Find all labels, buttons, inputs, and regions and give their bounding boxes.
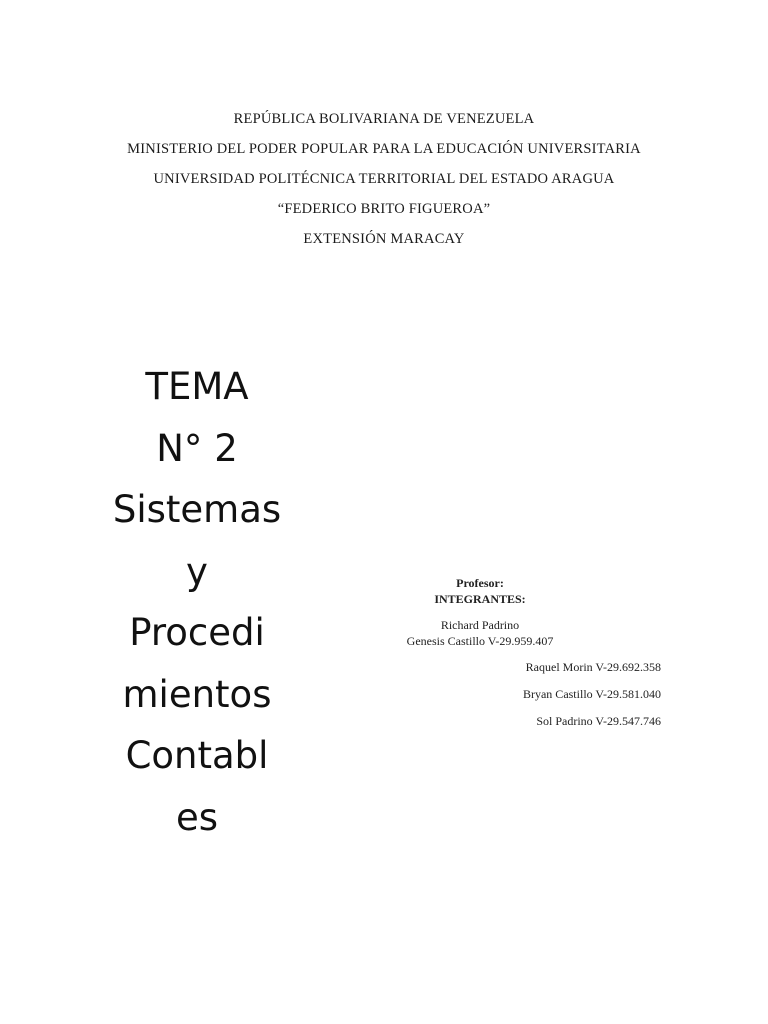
title-line: N° 2 (156, 426, 238, 470)
title-line: Sistemas (112, 488, 282, 531)
title-line: mientos (122, 672, 272, 716)
header-ministry: MINISTERIO DEL PODER POPULAR PARA LA EDUCACIÓN UNIVERSITARIA (127, 141, 641, 157)
members-label: INTEGRANTES: (434, 592, 526, 606)
member-name: Sol Padrino V-29.547.746 (536, 714, 661, 728)
professor-label: Profesor: (456, 576, 504, 590)
title-line: TEMA (145, 365, 249, 408)
header-country: REPÚBLICA BOLIVARIANA DE VENEZUELA (233, 111, 535, 127)
member-name: Genesis Castillo V-29.959.407 (406, 634, 554, 648)
title-line: es (175, 795, 219, 839)
member-name: Raquel Morin V-29.692.358 (525, 660, 661, 674)
member-name: Bryan Castillo V-29.581.040 (522, 687, 661, 701)
title-line: Contabl (125, 734, 269, 777)
header-campus: EXTENSIÓN MARACAY (303, 231, 465, 247)
institution-header (0, 108, 768, 258)
member-name: Richard Padrino (440, 618, 520, 632)
header-university-name: “FEDERICO BRITO FIGUEROA” (277, 201, 491, 217)
document-title (97, 356, 297, 848)
header-university: UNIVERSIDAD POLITÉCNICA TERRITORIAL DEL ESTADO ARAGUA (153, 171, 615, 187)
title-line: y (186, 549, 208, 593)
title-line: Procedi (129, 611, 265, 654)
